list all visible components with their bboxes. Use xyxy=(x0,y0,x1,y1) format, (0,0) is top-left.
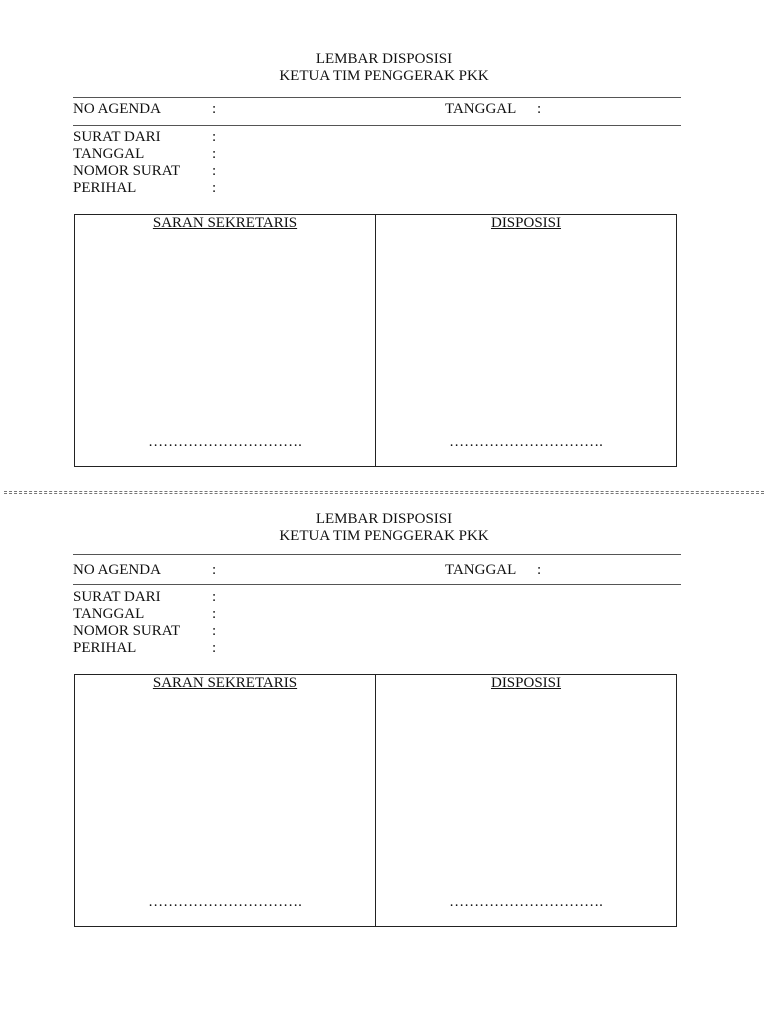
tanggal-top-colon: : xyxy=(537,562,542,578)
header-rule-bottom xyxy=(73,584,681,585)
saran-signature-line: …………………………. xyxy=(148,434,302,450)
field-label-nomor-surat: NOMOR SURAT xyxy=(73,163,181,179)
field-label-tanggal: TANGGAL xyxy=(73,146,145,162)
field-colon: : xyxy=(212,640,217,656)
cut-line xyxy=(4,491,764,496)
disposisi-signature-line: …………………………. xyxy=(449,894,603,910)
field-colon: : xyxy=(212,180,217,196)
no-agenda-label: NO AGENDA xyxy=(73,101,161,117)
field-colon: : xyxy=(212,146,217,162)
field-label-perihal: PERIHAL xyxy=(73,640,137,656)
disposisi-header: DISPOSISI xyxy=(490,215,562,231)
disposition-form-1 xyxy=(0,51,768,481)
field-colon: : xyxy=(212,129,217,145)
disposition-box xyxy=(74,214,677,467)
form-title-line2: KETUA TIM PENGGERAK PKK xyxy=(279,68,489,84)
box-divider xyxy=(375,215,376,466)
field-label-tanggal: TANGGAL xyxy=(73,606,145,622)
field-label-surat-dari: SURAT DARI xyxy=(73,589,161,605)
field-colon: : xyxy=(212,589,217,605)
saran-signature-line: …………………………. xyxy=(148,894,302,910)
no-agenda-colon: : xyxy=(212,562,217,578)
box-divider xyxy=(375,675,376,926)
no-agenda-label: NO AGENDA xyxy=(73,562,161,578)
disposisi-header: DISPOSISI xyxy=(490,675,562,691)
header-rule-top xyxy=(73,97,681,98)
tanggal-top-label: TANGGAL xyxy=(445,562,517,578)
no-agenda-colon: : xyxy=(212,101,217,117)
header-rule-top xyxy=(73,554,681,555)
form-title-line1: LEMBAR DISPOSISI xyxy=(315,511,453,527)
saran-sekretaris-header: SARAN SEKRETARIS xyxy=(152,215,298,231)
tanggal-top-colon: : xyxy=(537,101,542,117)
field-colon: : xyxy=(212,606,217,622)
form-title-line1: LEMBAR DISPOSISI xyxy=(315,51,453,67)
saran-sekretaris-header: SARAN SEKRETARIS xyxy=(152,675,298,691)
form-title-line2: KETUA TIM PENGGERAK PKK xyxy=(279,528,489,544)
field-label-nomor-surat: NOMOR SURAT xyxy=(73,623,181,639)
tanggal-top-label: TANGGAL xyxy=(445,101,517,117)
field-colon: : xyxy=(212,163,217,179)
field-label-perihal: PERIHAL xyxy=(73,180,137,196)
field-colon: : xyxy=(212,623,217,639)
disposisi-signature-line: …………………………. xyxy=(449,434,603,450)
header-rule-bottom xyxy=(73,125,681,126)
disposition-form-2 xyxy=(0,511,768,941)
disposition-box xyxy=(74,674,677,927)
field-label-surat-dari: SURAT DARI xyxy=(73,129,161,145)
